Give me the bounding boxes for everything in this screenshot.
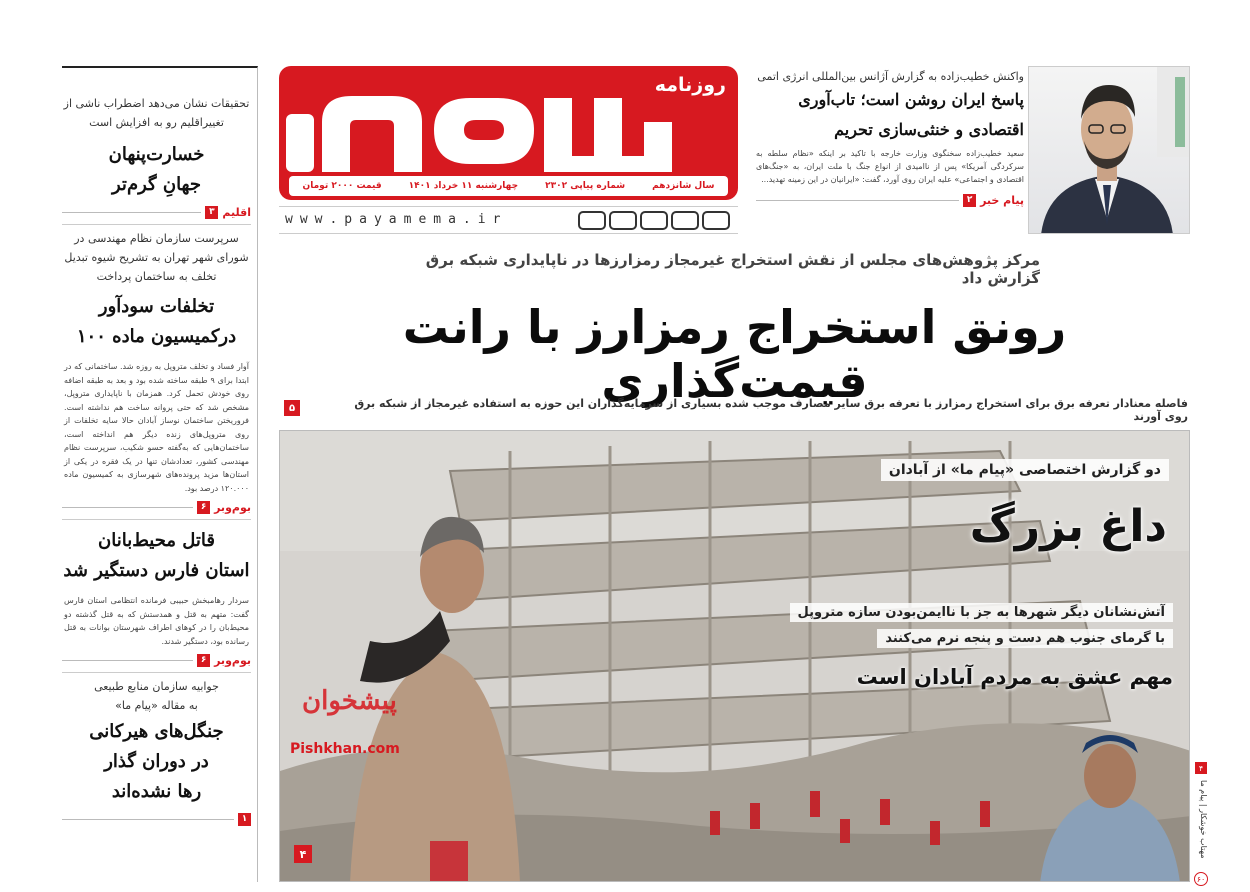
page-number-badge: ۳	[205, 206, 218, 219]
story-climate-headline-2: جهانِ گرم‌تر	[112, 174, 201, 195]
watermark-logo: پیشخوان	[302, 686, 397, 716]
masthead-info-bar	[289, 176, 728, 196]
top-story-headline-2: اقتصادی و خنثی‌سازی تحریم	[834, 120, 1024, 139]
story-engineering-headline-1: تخلفات سودآور	[98, 296, 215, 317]
story-climate[interactable]	[62, 94, 251, 225]
divider	[62, 507, 193, 508]
story-hyrcanian-intro-2: به مقاله «پیام ما»	[115, 699, 198, 712]
box-icon	[671, 211, 699, 230]
masthead-price: قیمت ۲۰۰۰ تومان	[302, 181, 382, 191]
box-icon	[578, 211, 606, 230]
main-page-badge: ۵	[284, 400, 300, 416]
story-engineering[interactable]	[62, 229, 251, 520]
photo-credit: مهتاب خوشکار | پیام ما	[1199, 780, 1208, 859]
story-climate-intro: تحقیقات نشان می‌دهد اضطراب ناشی از تغییراقلیم رو به افزایش است	[63, 97, 250, 129]
page-number-badge: ۱	[238, 813, 251, 826]
page-number-badge: ۶	[197, 654, 210, 667]
collapsed-building-illustration	[280, 431, 1190, 882]
left-column	[62, 66, 258, 882]
box-icon	[609, 211, 637, 230]
story-climate-tag	[62, 204, 251, 220]
masthead-issue: شماره پیاپی ۲۳۰۲	[545, 181, 626, 191]
story-engineering-intro: سرپرست سازمان نظام مهندسی در شورای شهر تهران به تشریح شیوه تبدیل تخلف به ساختمان پرداخت	[64, 232, 249, 283]
main-headline[interactable]: رونق استخراج رمزارز با رانت قیمت‌گذاری	[402, 300, 1067, 408]
story-hyrcanian-headline-1: جنگل‌های هیرکانی	[89, 721, 224, 742]
top-story-body: سعید خطیب‌زاده سخنگوی وزارت خارجه با تاکید بر اینکه «نظام سلطه به سرکردگی آمریکا» پس از ناامیدی از انواع جنگ با ملت ایران، به «جنگ‌های اقتصادی و اجتماعی» علیه ایران روی آورد، گفت: «ایرانیان در این زمینه تهدید...	[756, 149, 1024, 184]
masthead-rooznameh: روزنامه	[654, 74, 726, 96]
portrait-illustration	[1028, 67, 1189, 234]
main-photo[interactable]	[279, 430, 1190, 882]
page-number-badge: ۶	[197, 501, 210, 514]
story-engineering-headline-2: درکمیسیون ماده ۱۰۰	[76, 326, 237, 347]
top-story-tag	[756, 192, 1024, 208]
main-kicker: مرکز پژوهش‌های مجلس از نقش استخراج غیرمجاز رمزارزها در ناپایداری شبکه برق گزارش داد	[425, 251, 1040, 287]
watermark-url: Pishkhan.com	[290, 741, 400, 757]
story-hyrcanian-intro-1: جوابیه سازمان منابع طبیعی	[94, 680, 219, 693]
story-rangers-headline-2: استان فارس دستگیر شد	[63, 560, 250, 581]
top-story-kicker: واکنش خطیب‌زاده به گزارش آژانس بین‌المللی انرژی اتمی	[757, 70, 1024, 83]
story-climate-headline-1: خسارت‌پنهان	[108, 144, 205, 165]
photo-story-title[interactable]: داغ بزرگ	[969, 501, 1167, 552]
page-number-badge: ۲	[963, 194, 976, 207]
story-rangers-tag	[62, 652, 251, 668]
story-rangers[interactable]	[62, 526, 251, 673]
masthead	[279, 66, 738, 200]
top-story[interactable]	[756, 66, 1024, 234]
corner-page-badge: ۶۰	[1194, 872, 1208, 886]
tag-label: بوم‌وبر	[214, 653, 251, 667]
side-page-badge: ۴	[1195, 762, 1207, 774]
story-hyrcanian-tag	[62, 811, 251, 827]
divider	[756, 200, 959, 201]
divider	[62, 660, 193, 661]
box-icon	[702, 211, 730, 230]
story-hyrcanian[interactable]	[62, 677, 251, 827]
website-url[interactable]: www.payamema.ir	[285, 212, 508, 227]
divider	[62, 212, 201, 213]
spokesperson-photo	[1028, 66, 1190, 234]
divider	[62, 819, 234, 820]
story-hyrcanian-headline-2: در دوران گذار	[104, 751, 209, 772]
tag-label: اقلیم	[222, 205, 251, 219]
url-row	[279, 206, 738, 234]
decorative-boxes	[578, 211, 730, 230]
story-rangers-body: سردار رهامبخش حبیبی فرمانده انتظامی استان فارس گفت: متهم به قتل و همدستش که به قتل گذشته دو محیط‌بان را در کوهای اطراف شهرستان بوانات به قتل رسانده بود، دستگیر شدند.	[64, 596, 249, 646]
masthead-date: چهارشنبه ۱۱ خرداد ۱۴۰۱	[408, 181, 519, 191]
masthead-year: سال شانزدهم	[652, 181, 715, 191]
photo-story-line-1: آتش‌نشانان دیگر شهرها به جز با ناایمن‌بودن سازه متروپل	[790, 603, 1173, 622]
tag-label: پیام خبر	[980, 193, 1024, 207]
top-story-headline-1: پاسخ ایران روشن است؛ تاب‌آوری	[798, 90, 1024, 109]
photo-page-badge: ۴	[294, 845, 312, 863]
photo-story-line-3: مهم عشق به مردم آبادان است	[856, 665, 1173, 689]
tag-label: بوم‌وبر	[214, 500, 251, 514]
story-rangers-headline-1: قاتل محیط‌بانان	[98, 530, 215, 551]
main-subhead: فاصله معنادار تعرفه برق برای استخراج رمزارز با تعرفه برق سایر مصارف موجب شده بسیاری از سرمایه‌گذاران این حوزه به استفاده غیرمجاز از شبکه برق روی آورند	[354, 397, 1188, 423]
story-engineering-tag	[62, 499, 251, 515]
story-engineering-body: آوار فساد و تخلف متروپل به روزه شد. ساختمانی که در ابتدا برای ۹ طبقه ساخته شده بود و بعد به طبقه اضافه روی خودش تحمل کرد. همزمان با ناپایداری متروپل، مشخص شد که حتی پروانه ساخت هم نداشته است. فروریختن ساختمان نوساز آبادان حالا سایه تخلفات از روی متروپل‌های زنده دیگر هم انداخته است، ساختمان‌هایی که به‌گفته حسو شکیب، سرپرست نظام مهندسی کشور، تعدادشان تنها در یک فقره در یکی از استان‌ها مزید پرونده‌های شهرسازی به کمیسیون ماده ۱۲۰.۰۰۰ درصد بود.	[64, 362, 249, 493]
photo-story-line-2: با گرمای جنوب هم دست و پنجه نرم می‌کنند	[877, 629, 1173, 648]
newspaper-logo	[279, 84, 678, 176]
box-icon	[640, 211, 668, 230]
story-hyrcanian-headline-3: رها نشده‌اند	[111, 781, 202, 802]
photo-story-kicker: دو گزارش اختصاصی «پیام ما» از آبادان	[881, 459, 1169, 481]
